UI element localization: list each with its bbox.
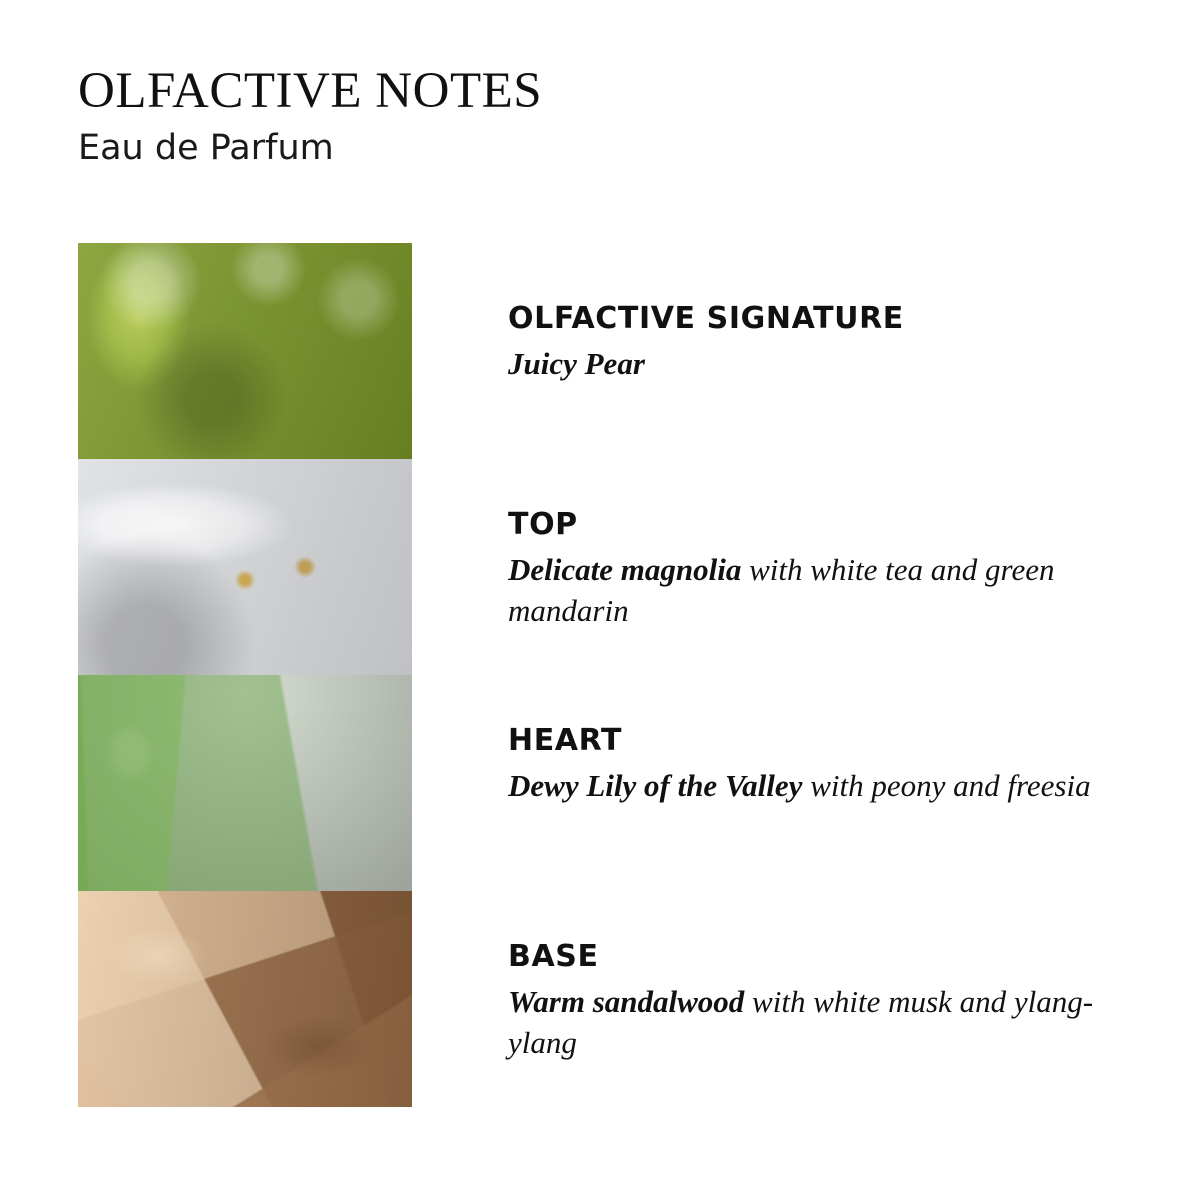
note-text	[412, 891, 1128, 1063]
note-description-signature	[508, 343, 904, 384]
note-text	[412, 459, 1128, 631]
note-description-heart	[508, 765, 1091, 806]
note-text	[412, 243, 904, 384]
list-item	[78, 891, 1128, 1107]
pears-photo	[78, 243, 412, 459]
note-label-heart: HEART	[508, 723, 623, 758]
note-lead-base: Warm sandalwood	[508, 984, 745, 1019]
page-title: OLFACTIVE NOTES	[78, 63, 543, 119]
lily-of-the-valley-photo	[78, 675, 412, 891]
list-item	[78, 459, 1128, 675]
note-rest-base: with white musk and ylang-ylang	[508, 984, 1094, 1060]
notes-list	[78, 243, 1128, 1107]
page-subtitle: Eau de Parfum	[78, 128, 334, 168]
list-item	[78, 243, 1128, 459]
note-label-signature: OLFACTIVE SIGNATURE	[508, 301, 904, 336]
note-description-base	[508, 981, 1128, 1063]
note-label-base: BASE	[508, 939, 599, 974]
pears-image	[78, 243, 412, 459]
note-lead-top: Delicate magnolia	[508, 552, 742, 587]
sandalwood-image	[78, 891, 412, 1107]
header	[78, 62, 542, 170]
lily-of-the-valley-image	[78, 675, 412, 891]
note-rest-heart: with peony and freesia	[802, 768, 1091, 803]
note-lead-signature: Juicy Pear	[508, 346, 645, 381]
magnolia-photo	[78, 459, 412, 675]
note-rest-top: with white tea and green mandarin	[508, 552, 1055, 628]
note-description-top	[508, 549, 1128, 631]
sandalwood-photo	[78, 891, 412, 1107]
list-item	[78, 675, 1128, 891]
note-label-top: TOP	[508, 507, 578, 542]
note-lead-heart: Dewy Lily of the Valley	[508, 768, 803, 803]
note-text	[412, 675, 1091, 806]
magnolia-image	[78, 459, 412, 675]
